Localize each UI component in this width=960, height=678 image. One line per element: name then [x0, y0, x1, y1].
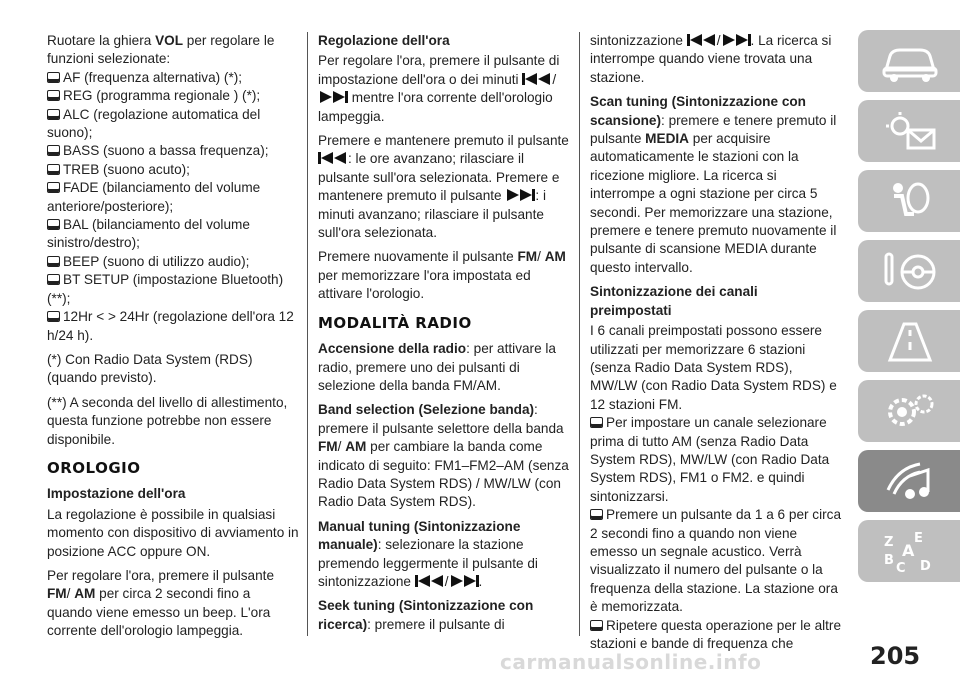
checkbox-bullet-icon	[47, 145, 60, 156]
tab-conoscenza-vettura[interactable]	[858, 30, 960, 92]
paragraph-seek-tuning: Seek tuning (Sintonizzazione con ricerca): premere il pulsante di	[318, 598, 534, 632]
checkbox-bullet-icon	[47, 72, 60, 83]
list-item: Ripetere questa operazione per le altre stazioni e bande di frequenza che	[590, 617, 842, 651]
column-divider	[307, 32, 308, 636]
chapter-sidebar	[858, 30, 960, 590]
checkbox-bullet-icon	[47, 90, 60, 101]
rewind-icon	[318, 151, 348, 165]
checkbox-bullet-icon	[47, 311, 60, 322]
paragraph-seek-cont: sintonizzazione / . La ricerca si interrompe quando viene trovata una stazione.	[590, 33, 832, 85]
checkbox-bullet-icon	[590, 417, 603, 428]
subheading-impostazione: Impostazione dell'ora	[47, 486, 186, 502]
svg-text:B: B	[884, 553, 894, 568]
list-item: AF (frequenza alternativa) (*);	[47, 70, 242, 85]
am-label: AM	[74, 586, 96, 602]
heading-modalita-radio: MODALITÀ RADIO	[318, 313, 472, 332]
fast-forward-icon	[318, 90, 348, 104]
svg-text:A: A	[902, 541, 915, 560]
footnote-2: (**) A seconda del livello di allestimento, questa funzione potrebbe non essere disponibile.	[47, 394, 288, 447]
paragraph-preset: I 6 canali preimpostati possono essere utilizzati per memorizzare 6 stazioni (senza Radio Data System RDS), MW/LW (con Radio Data System RDS) e 12 stazioni FM. Per impostare un canale selezionare prima di tutto AM (senza Radio Data System RDS), MW/LW (con Radio Data System RDS), FM1 o FM2. e quindi sintonizzarsi. Premere un pulsante da 1 a 6 per circa 2 secondi fino a quando non viene emesso un segnale acustico. Verrà visualizzato il numero del pulsante o la frequenza della stazione. La stazione ora è memorizzata. Ripetere questa operazione per le altre stazioni e bande di frequenza che	[590, 323, 842, 651]
rewind-icon	[522, 72, 552, 86]
tab-multimedia[interactable]	[858, 450, 960, 512]
page-number: 205	[870, 642, 921, 670]
checkbox-bullet-icon	[47, 182, 60, 193]
list-item: 12Hr < > 24Hr (regolazione dell'ora 12 h/24 h).	[47, 309, 294, 343]
tab-in-emergenza[interactable]	[858, 310, 960, 372]
subheading-preset: Sintonizzazione dei canali preimpostati	[590, 284, 758, 318]
airbag-icon	[880, 180, 940, 224]
watermark: carmanualsonline.info	[500, 650, 762, 674]
tab-manutenzione[interactable]	[858, 380, 960, 442]
vol-label: VOL	[155, 33, 184, 48]
list-item: BAL (bilanciamento del volume sinistro/destro);	[47, 217, 250, 251]
road-icon	[880, 320, 940, 364]
svg-text:C: C	[896, 561, 906, 574]
car-icon	[880, 40, 940, 84]
column-divider	[579, 32, 580, 636]
paragraph-regolazione: Per regolare l'ora, premere il pulsante di impostazione dell'ora o dei minuti / mentre l'ora corrente dell'orologio lampeggia.	[318, 53, 560, 124]
checkbox-bullet-icon	[47, 219, 60, 230]
intro-paragraph	[47, 32, 299, 345]
paragraph-avanzamento: Premere e mantenere premuto il pulsante : le ore avanzano; rilasciare il pulsante sull'ora selezionata. Premere e mantenere premuto il pulsante : i minuti avanzano; rilasciare il pulsante sull'ora selezionata.	[318, 133, 569, 241]
checkbox-bullet-icon	[590, 620, 603, 631]
checkbox-bullet-icon	[47, 256, 60, 267]
multimedia-music-icon	[880, 460, 940, 504]
paragraph-band-selection: Band selection (Selezione banda): premere il pulsante selettore della banda FM/ AM per cambiare la banda come indicato di seguito: FM1–FM2–AM (senza Radio Data System RDS) / MW/LW (con Radio Data System RDS).	[318, 402, 569, 510]
tab-avviamento-guida[interactable]	[858, 240, 960, 302]
rewind-icon	[415, 574, 445, 588]
checkbox-bullet-icon	[47, 274, 60, 285]
checkbox-bullet-icon	[590, 509, 603, 520]
paragraph-accensione: Accensione della radio: per attivare la radio, premere uno dei pulsanti di selezione della banda FM/AM.	[318, 341, 556, 393]
intro-text-end: per regolare le funzioni selezionate:	[47, 33, 275, 67]
footnote-1: (*) Con Radio Data System (RDS) (quando previsto).	[47, 351, 253, 386]
svg-text:D: D	[920, 559, 931, 574]
paragraph-impostazione: La regolazione è possibile in qualsiasi momento con dispositivo di avviamento in posizione ACC oppure ON.	[47, 506, 299, 559]
fast-forward-icon	[449, 574, 479, 588]
tab-indice-alfabetico[interactable]	[858, 520, 960, 582]
checkbox-bullet-icon	[47, 109, 60, 120]
column-1	[47, 32, 299, 647]
warning-lights-icon	[880, 110, 940, 154]
paragraph-regolare: Per regolare l'ora, premere il pulsante FM/ AM per circa 2 secondi fino a quando viene emesso un beep. L'ora corrente dell'orologio lampeggia.	[47, 567, 275, 639]
intro-text: Ruotare la ghiera	[47, 33, 156, 48]
list-item: REG (programma regionale ) (*);	[47, 88, 260, 103]
heading-orologio: OROLOGIO	[47, 458, 141, 477]
paragraph-memorizza: Premere nuovamente il pulsante FM/ AM per memorizzare l'ora impostata ed attivare l'orologio.	[318, 249, 566, 302]
list-item: BT SETUP (impostazione Bluetooth) (**);	[47, 272, 284, 306]
paragraph-scan-tuning: Scan tuning (Sintonizzazione con scansione): premere e tenere premuto il pulsante MEDIA per acquisire automaticamente le stazioni con la ricezione migliore. La ricerca si interrompe a ogni stazione per circa 5 secondi. Per memorizzare una stazione, premere e tenere premuto nuovamente il pulsante di scansione MEDIA durante questo intervallo.	[590, 94, 837, 275]
tab-spie-messaggi[interactable]	[858, 100, 960, 162]
fm-label: FM	[47, 586, 67, 602]
paragraph-manual-tuning: Manual tuning (Sintonizzazione manuale): selezionare la stazione premendo leggermente il pulsante di sintonizzazione / .	[318, 518, 538, 589]
rewind-icon	[687, 33, 717, 47]
column-2	[318, 32, 570, 640]
column-3	[590, 32, 842, 659]
subheading-regolazione: Regolazione dell'ora	[318, 33, 450, 48]
checkbox-bullet-icon	[47, 164, 60, 175]
fast-forward-icon	[721, 33, 751, 47]
list-item: Premere un pulsante da 1 a 6 per circa 2 secondi fino a quando non viene emesso un segnale acustico. Verrà visualizzato il numero del pulsante o la frequenza della stazione. La stazione ora è memorizzata.	[590, 507, 842, 615]
list-item: ALC (regolazione automatica del suono);	[47, 106, 261, 141]
svg-text:Z: Z	[884, 535, 894, 550]
list-item: FADE (bilanciamento del volume anteriore/posteriore);	[47, 180, 261, 214]
list-item: Per impostare un canale selezionare prima di tutto AM (senza Radio Data System RDS), MW/LW (con Radio Data System RDS), FM1 o FM2. e quindi sintonizzarsi.	[590, 415, 830, 504]
svg-text:E: E	[914, 531, 923, 546]
steering-wheel-icon	[880, 250, 940, 294]
list-item: BEEP (suono di utilizzo audio);	[47, 254, 249, 269]
service-gears-icon	[880, 390, 940, 434]
fast-forward-icon	[505, 188, 535, 202]
tab-sicurezza[interactable]	[858, 170, 960, 232]
alphabet-index-icon	[880, 530, 940, 574]
list-item: BASS (suono a bassa frequenza);	[47, 143, 269, 158]
list-item: TREB (suono acuto);	[47, 162, 190, 177]
